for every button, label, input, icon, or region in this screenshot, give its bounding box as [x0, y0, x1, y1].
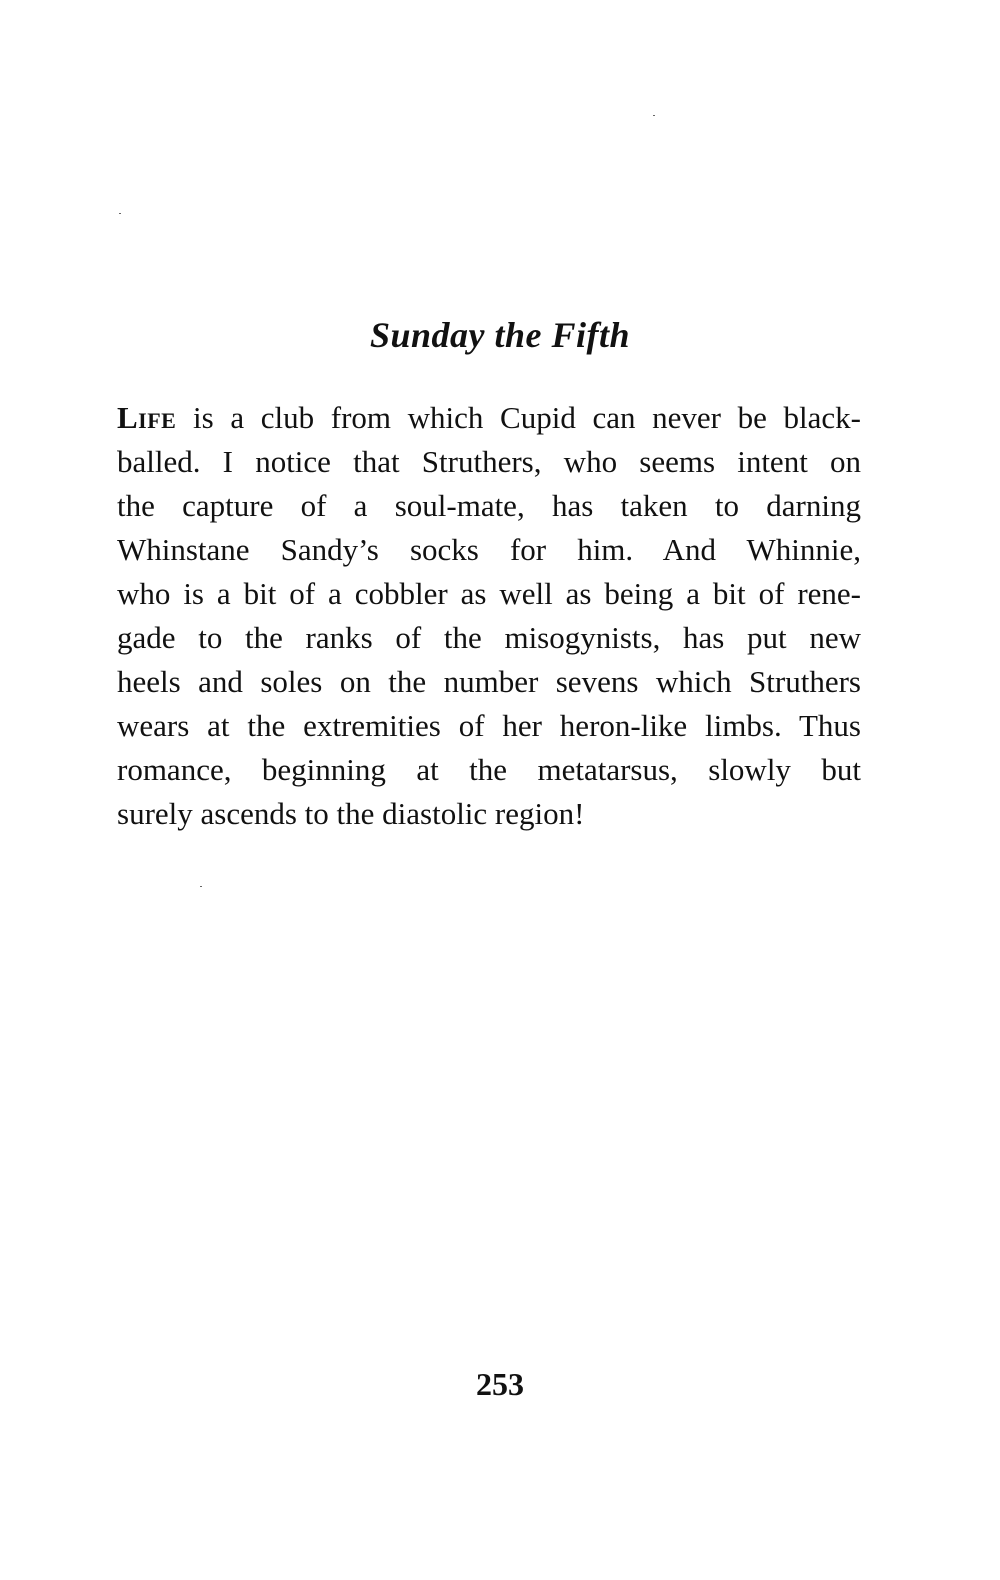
paragraph-line: gade to the ranks of the misogynists, has put new [117, 620, 861, 655]
paragraph-line-text: is a club from which Cupid can never be black- [176, 400, 861, 435]
lead-word: Life [117, 400, 177, 435]
paragraph-line: romance, beginning at the metatarsus, slowly but [117, 752, 861, 787]
paragraph-line: who is a bit of a cobbler as well as being a bit of rene- [117, 576, 861, 611]
scan-speck [653, 115, 655, 116]
paragraph-line: balled. I notice that Struthers, who seems intent on [117, 444, 861, 479]
body-paragraph [117, 396, 861, 836]
paragraph-line: wears at the extremities of her heron-like limbs. Thus [117, 708, 861, 743]
scan-speck [119, 213, 121, 214]
paragraph-line [117, 396, 861, 440]
paragraph-line: Whinstane Sandy’s socks for him. And Whinnie, [117, 532, 861, 567]
paragraph-line: surely ascends to the diastolic region! [117, 796, 585, 831]
paragraph-line: heels and soles on the number sevens which Struthers [117, 664, 861, 699]
scan-speck [200, 886, 202, 887]
paragraph-line: the capture of a soul-mate, has taken to darning [117, 488, 861, 523]
page-number: 253 [476, 1366, 524, 1402]
chapter-title: Sunday the Fifth [369, 315, 631, 355]
